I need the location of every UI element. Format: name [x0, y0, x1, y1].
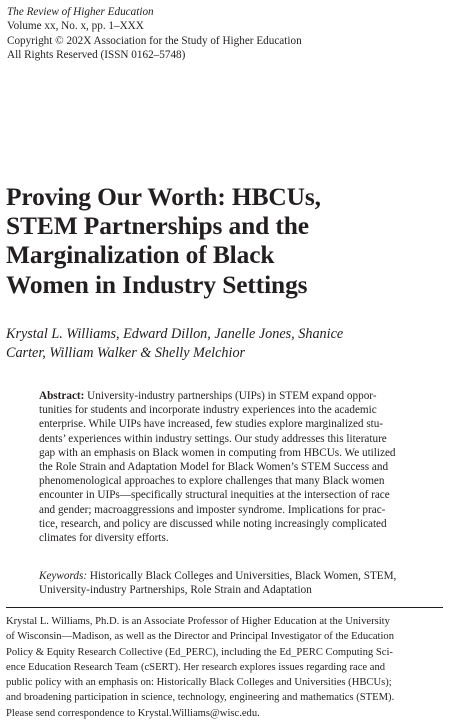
- keywords-line: University-industry Partnerships, Role Strain and Adaptation: [39, 584, 312, 597]
- author-line: Krystal L. Williams, Edward Dillon, Janelle Jones, Shanice: [6, 326, 344, 342]
- abstract-line: enterprise. While UIPs have increased, few studies explore marginalized stu-: [39, 418, 384, 431]
- keywords-text: Historically Black Colleges and Universities, Black Women, STEM,: [87, 570, 397, 582]
- abstract-line: dents’ experiences within industry settings. Our study addresses this literature: [39, 432, 387, 445]
- title-line: STEM Partnerships and the: [6, 212, 309, 241]
- abstract-line: and gender; macroaggressions and imposter syndrome. Implications for prac-: [39, 503, 386, 516]
- copyright-notice: Copyright © 202X Association for the Study of Higher Education: [7, 34, 302, 47]
- journal-header: [7, 5, 447, 63]
- article-title: [6, 183, 446, 300]
- abstract-line: tunities for students and incorporate industry experiences into the academic: [39, 404, 377, 417]
- author-list: [6, 325, 446, 363]
- footnote-line: ence Education Research Team (cSERT). Her research explores issues regarding race and: [6, 661, 386, 673]
- abstract-line: phenomenological approaches to explore challenges that many Black women: [39, 475, 385, 488]
- abstract-text: University-industry partnerships (UIPs) in STEM expand oppor-: [84, 390, 377, 402]
- keywords-first-line: [39, 569, 441, 583]
- abstract-line: tice, research, and policy are discussed while noting increasingly complicated: [39, 517, 387, 530]
- title-line: Marginalization of Black: [6, 241, 275, 270]
- volume-info: Volume xx, No. x, pp. 1–XXX: [7, 20, 144, 33]
- abstract-line: climates for diversity efforts.: [39, 532, 169, 545]
- footnote-line: Please send correspondence to Krystal.Williams@wisc.edu.: [6, 707, 260, 719]
- author-line: Carter, William Walker & Shelly Melchior: [6, 345, 246, 361]
- author-footnote: [6, 614, 444, 721]
- abstract-line: encounter in UIPs—specifically structural inequities at the intersection of race: [39, 489, 390, 502]
- keywords-label: Keywords:: [39, 570, 88, 582]
- footnote-line: and broadening participation in science, technology, engineering and mathematics (STEM).: [6, 692, 395, 704]
- title-line: Proving Our Worth: HBCUs,: [6, 183, 321, 211]
- footnote-line: Krystal L. Williams, Ph.D. is an Associate Professor of Higher Education at the University: [6, 616, 390, 627]
- footnote-divider: [6, 607, 443, 608]
- abstract: [39, 389, 441, 545]
- title-line: Women in Industry Settings: [6, 270, 308, 299]
- footnote-line: public policy with an emphasis on: Historically Black Colleges and Universities (HBCUs);: [6, 677, 392, 689]
- footnote-line: Policy & Equity Research Collective (Ed_PERC), including the Ed_PERC Computing Sci-: [6, 646, 393, 658]
- abstract-line: gap with an emphasis on Black women in computing from HBCUs. We utilized: [39, 446, 396, 459]
- abstract-label: Abstract:: [39, 390, 85, 402]
- footnote-line: of Wisconsin—Madison, as well as the Director and Principal Investigator of the Education: [6, 631, 395, 643]
- abstract-line: the Role Strain and Adaptation Model for Black Women’s STEM Success and: [39, 461, 389, 474]
- journal-name: The Review of Higher Education: [7, 6, 154, 18]
- keywords: [39, 569, 441, 597]
- rights-notice: All Rights Reserved (ISSN 0162–5748): [7, 49, 186, 62]
- abstract-first-line: [39, 389, 441, 403]
